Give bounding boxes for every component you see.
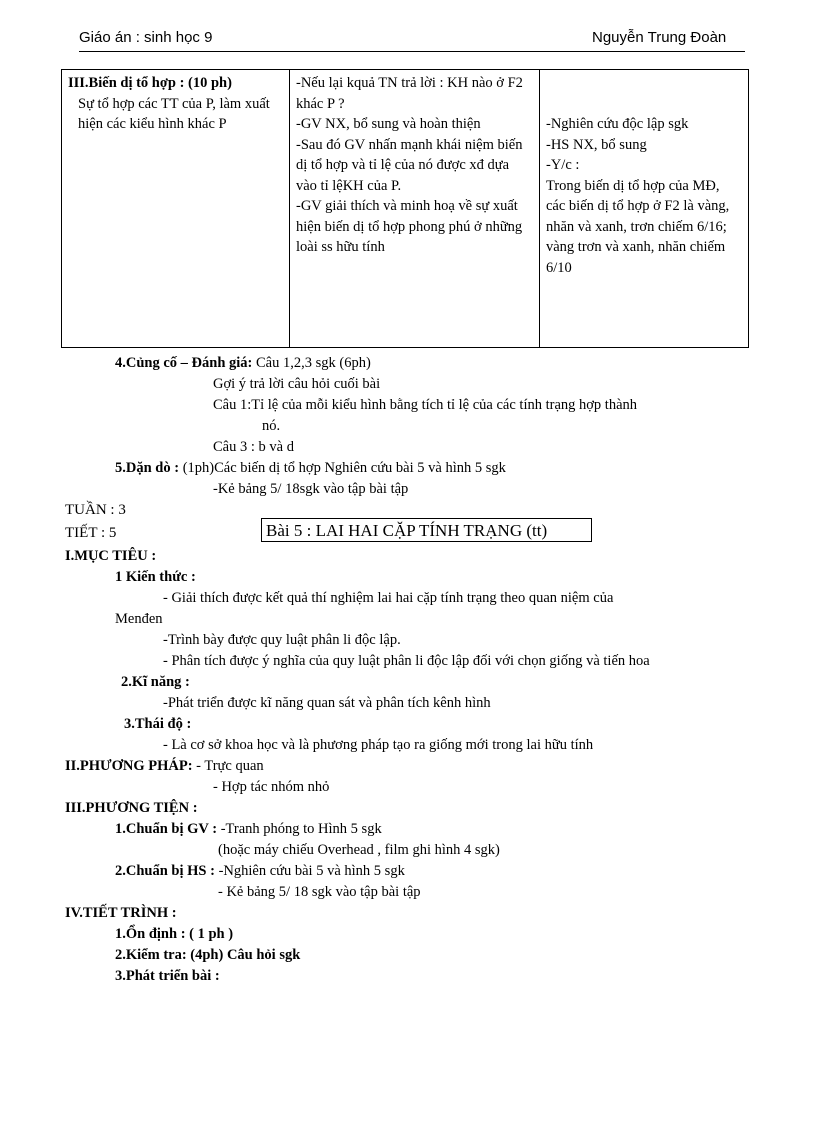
table-cell-student	[540, 70, 749, 348]
student-line: -HS NX, bổ sung	[546, 136, 647, 153]
pp-1: - Trực quan	[196, 758, 264, 774]
teacher-line: -Nếu lại kquả TN trả lời : KH nào ở F2 khác P ?	[296, 75, 523, 112]
phuong-phap: II.PHƯƠNG PHÁP:	[65, 758, 193, 774]
lesson-title: Bài 5 : LAI HAI CẶP TÍNH TRẠNG (tt)	[261, 518, 592, 542]
cungco-label: 4.Củng cố – Đánh giá:	[115, 355, 253, 371]
pp-2: - Hợp tác nhóm nhỏ	[213, 779, 330, 795]
header-right: Nguyễn Trung Đoàn	[592, 29, 727, 46]
on-dinh: 1.Ổn định : ( 1 ph )	[115, 926, 234, 942]
cau-1: Câu 1:Tỉ lệ của mỗi kiểu hình bằng tích tỉ lệ của các tính trạng hợp thành	[213, 397, 638, 413]
cungco-text: Câu 1,2,3 sgk (6ph)	[256, 355, 371, 371]
student-line: Trong biến dị tổ hợp của MĐ, các biến dị tổ hợp ở F2 là vàng, nhăn và xanh, trơn chiếm 6/16; vàng trơn và xanh, nhăn chiếm 6/10	[546, 177, 730, 276]
section-text: Sự tổ hợp các TT của P, làm xuất hiện các kiểu hình khác P	[78, 95, 270, 132]
kien-thuc: 1 Kiến thức :	[115, 569, 196, 585]
dando-label: 5.Dặn dò :	[115, 460, 180, 476]
kt-2: -Trình bày được quy luật phân li độc lập.	[163, 632, 401, 648]
hs-label: 2.Chuẩn bị HS :	[115, 863, 215, 879]
dando-text: (1ph)Các biến dị tổ hợp Nghiên cứu bài 5 và hình 5 sgk	[182, 460, 506, 476]
gv-2: (hoặc máy chiếu Overhead , film ghi hình 4 sgk)	[218, 842, 500, 858]
table-cell-teacher	[290, 70, 540, 348]
muc-tieu: I.MỤC TIÊU :	[65, 548, 157, 564]
dando-2: -Kẻ bảng 5/ 18sgk vào tập bài tập	[213, 481, 409, 497]
student-line: -Nghiên cứu độc lập sgk	[546, 116, 689, 132]
kiem-tra: 2.Kiểm tra: (4ph) Câu hỏi sgk	[115, 947, 301, 963]
activity-table	[61, 69, 749, 348]
section-title: III.Biến dị tổ hợp : (10 ph)	[68, 75, 232, 91]
hs-2: - Kẻ bảng 5/ 18 sgk vào tập bài tập	[218, 884, 421, 900]
kt-1: - Giải thích được kết quả thí nghiệm lai hai cặp tính trạng theo quan niệm của	[163, 590, 614, 606]
header-divider	[79, 51, 745, 52]
kt-1-cont: Menđen	[115, 611, 163, 627]
ki-nang: 2.Kĩ năng :	[121, 674, 190, 690]
hs-1: -Nghiên cứu bài 5 và hình 5 sgk	[218, 863, 405, 879]
teacher-line: -GV giải thích và minh hoạ về sự xuất hiện biến dị tổ hợp phong phú ở những loài ss hữu tính	[296, 198, 523, 255]
thai-do: 3.Thái độ :	[124, 716, 192, 732]
tiet: TIẾT : 5	[65, 525, 117, 541]
student-line: -Y/c :	[546, 157, 580, 173]
phuong-tien: III.PHƯƠNG TIỆN :	[65, 800, 198, 816]
kn-1: -Phát triển được kĩ năng quan sát và phân tích kênh hình	[163, 695, 491, 711]
td-1: - Là cơ sở khoa học và là phương pháp tạo ra giống mới trong lai hữu tính	[163, 737, 594, 753]
header-left: Giáo án : sinh học 9	[79, 29, 213, 46]
kt-3: - Phân tích được ý nghĩa của quy luật phân li độc lập đối với chọn giống và tiến hoa	[163, 653, 650, 669]
cau-1-cont: nó.	[262, 418, 281, 434]
gv-label: 1.Chuẩn bị GV :	[115, 821, 218, 837]
cau-3: Câu 3 : b và d	[213, 439, 294, 455]
tuan: TUẦN : 3	[65, 502, 126, 518]
teacher-line: -GV NX, bổ sung và hoàn thiện	[296, 116, 481, 132]
tien-trinh: IV.TIẾT TRÌNH :	[65, 905, 177, 921]
gv-1: -Tranh phóng to Hình 5 sgk	[220, 821, 382, 837]
table-cell-content	[62, 70, 290, 348]
phat-trien: 3.Phát triển bài :	[115, 968, 220, 984]
teacher-line: -Sau đó GV nhấn mạnh khái niệm biến dị tổ hợp và tỉ lệ của nó được xđ dựa vào tỉ lệKH của P.	[296, 136, 523, 194]
goi-y: Gợi ý trả lời câu hỏi cuối bài	[213, 376, 381, 392]
